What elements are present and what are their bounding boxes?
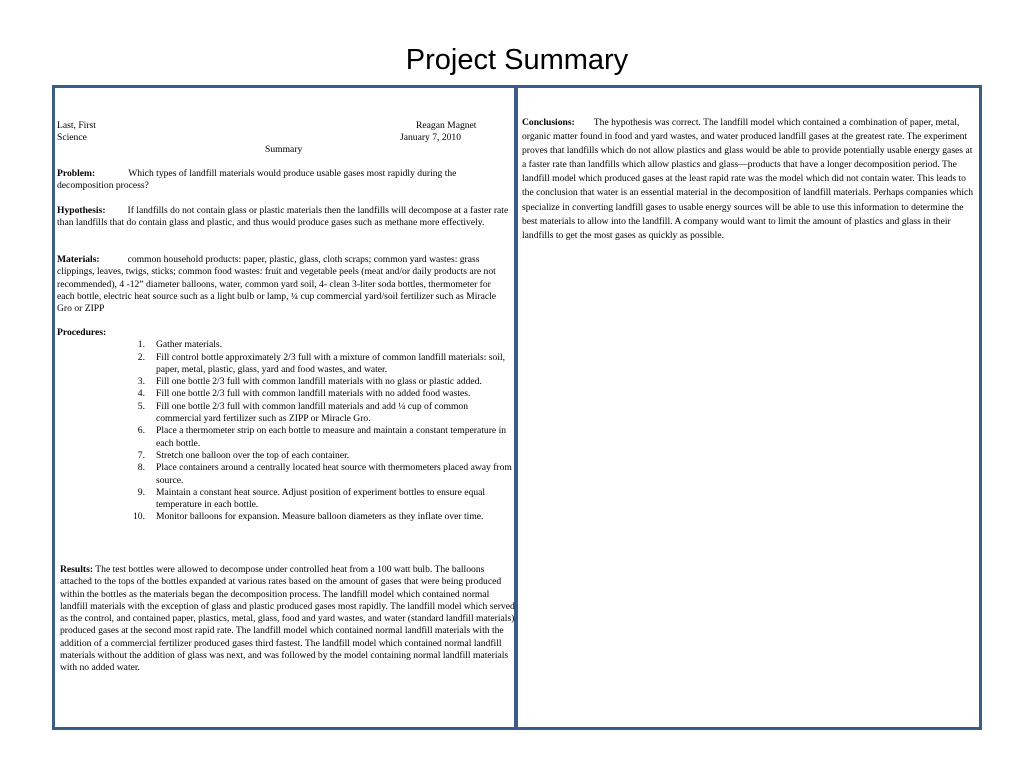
list-item xyxy=(57,352,515,377)
step-number: 5. xyxy=(137,400,145,412)
step-text: Maintain a constant heat source. Adjust position of experiment bottles to ensure equal temperature in each bottle. xyxy=(156,486,486,511)
conclusions-label: Conclusions: xyxy=(522,117,575,128)
student-name: Last, First xyxy=(57,120,96,131)
step-number: 3. xyxy=(137,376,145,388)
step-number: 9. xyxy=(137,486,145,498)
hypothesis-text: If landfills do not contain glass or plastic materials then the landfills will decompose at a faster rate than landfills that do contain glass and plastic, and thus would produce gases such as methane more effectively. xyxy=(57,205,509,229)
problem-section xyxy=(57,168,513,193)
problem-label: Problem: xyxy=(57,168,96,179)
subject: Science xyxy=(57,132,87,143)
list-item xyxy=(57,450,515,462)
step-text: Place containers around a centrally located heat source with thermometers placed away from source. xyxy=(156,462,512,486)
step-number: 8. xyxy=(137,462,145,474)
materials-label: Materials: xyxy=(57,254,100,265)
school-name: Reagan Magnet xyxy=(416,120,477,131)
step-text: Gather materials. xyxy=(156,339,223,351)
results-label: Results: xyxy=(60,564,94,575)
step-number: 2. xyxy=(137,351,145,363)
hypothesis-section xyxy=(57,205,515,230)
step-number: 7. xyxy=(137,449,145,461)
hypothesis-label: Hypothesis: xyxy=(57,205,106,216)
list-item xyxy=(57,376,515,388)
step-text: Monitor balloons for expansion. Measure balloon diameters as they inflate over time. xyxy=(156,511,484,523)
step-number: 6. xyxy=(137,425,145,437)
step-text: Fill control bottle approximately 2/3 full with a mixture of common landfill materials: soil, paper, metal, plastic, glass, yard and food wastes, and water. xyxy=(156,351,506,375)
summary-heading: Summary xyxy=(265,144,303,155)
list-item xyxy=(57,401,515,426)
materials-section xyxy=(57,254,507,315)
step-text: Fill one bottle 2/3 full with common landfill materials with no added food wastes. xyxy=(156,388,471,400)
step-text: Stretch one balloon over the top of each container. xyxy=(156,449,350,461)
report-date: January 7, 2010 xyxy=(400,132,462,143)
procedures-list xyxy=(57,339,515,523)
list-item xyxy=(57,462,515,487)
step-number: 10. xyxy=(133,511,145,523)
materials-text: common household products: paper, plastic, glass, cloth scraps; common yard wastes: grass clippings, leaves, twigs, sticks; common food wastes: fruit and vegetable peels (meat and/or daily products are not recommended), 4 -12” diameter balloons, water, common yard soil, 4- clean 3-liter soda bottles, thermometer for each bottle, electric heat source such as a light bulb or lamp, ¼ cup commercial yard/soil fertilizer such as Miracle Gro or ZIPP xyxy=(57,254,497,315)
step-text: Fill one bottle 2/3 full with common landfill materials and add ¼ cup of common commercial yard fertilizer such as ZIPP or Miracle Gro. xyxy=(156,400,469,425)
list-item xyxy=(57,388,515,400)
procedures-section xyxy=(57,327,515,524)
page-title: Project Summary xyxy=(405,44,629,76)
results-text: The test bottles were allowed to decompose under controlled heat from a 100 watt bulb. The balloons attached to the tops of the bottles expanded at various rates based on the amount of gases that were being produced within the bottles as the materials began the decomposition process. The landfill model which contained normal landfill materials with the exception of glass and plastic produced gases most rapidly. The landfill model which served as the control, and contained paper, plastics, metal, glass, food and yard wastes, and water (standard landfill materials) produced gases at the second most rapid rate. The landfill model which contained normal landfill materials with the addition of a commercial fertilizer produced gases third fastest. The landfill model which contained normal landfill materials without the addition of glass was next, and was followed by the model containing normal landfill materials with no added water. xyxy=(60,564,515,674)
conclusions-text: The hypothesis was correct. The landfill model which contained a combination of paper, metal, organic matter found in food and yard wastes, and water produced landfill gases at the greatest rate. The experiment proves that landfills which do not allow plastics and glass would be able to provide potentially usable energy gases at a faster rate than landfills which allow plastics and glass—products that have a longer decomposition period. The landfill model which produced gases at the least rapid rate was the model which did not contain water. This leads to the conclusion that water is an essential material in the decomposition of landfill materials. Perhaps companies which specialize in converting landfill gases to usable energy sources will be able to use this information to determine the best materials to allow into the landfill. A company would want to limit the amount of plastics and glass in their landfills to get the most gases as quickly as possible. xyxy=(522,117,974,241)
list-item xyxy=(57,425,515,450)
step-number: 4. xyxy=(137,388,145,400)
step-number: 1. xyxy=(137,339,145,351)
step-text: Fill one bottle 2/3 full with common landfill materials with no glass or plastic added. xyxy=(156,376,482,388)
step-text: Place a thermometer strip on each bottle to measure and maintain a constant temperature in each bottle. xyxy=(156,425,507,449)
results-section xyxy=(60,564,516,675)
procedures-label: Procedures: xyxy=(57,327,107,338)
list-item xyxy=(57,487,515,512)
list-item xyxy=(57,511,515,523)
list-item xyxy=(57,339,515,351)
conclusions-section xyxy=(522,116,974,243)
problem-text: Which types of landfill materials would produce usable gases most rapidly during the decomposition process? xyxy=(57,168,457,192)
